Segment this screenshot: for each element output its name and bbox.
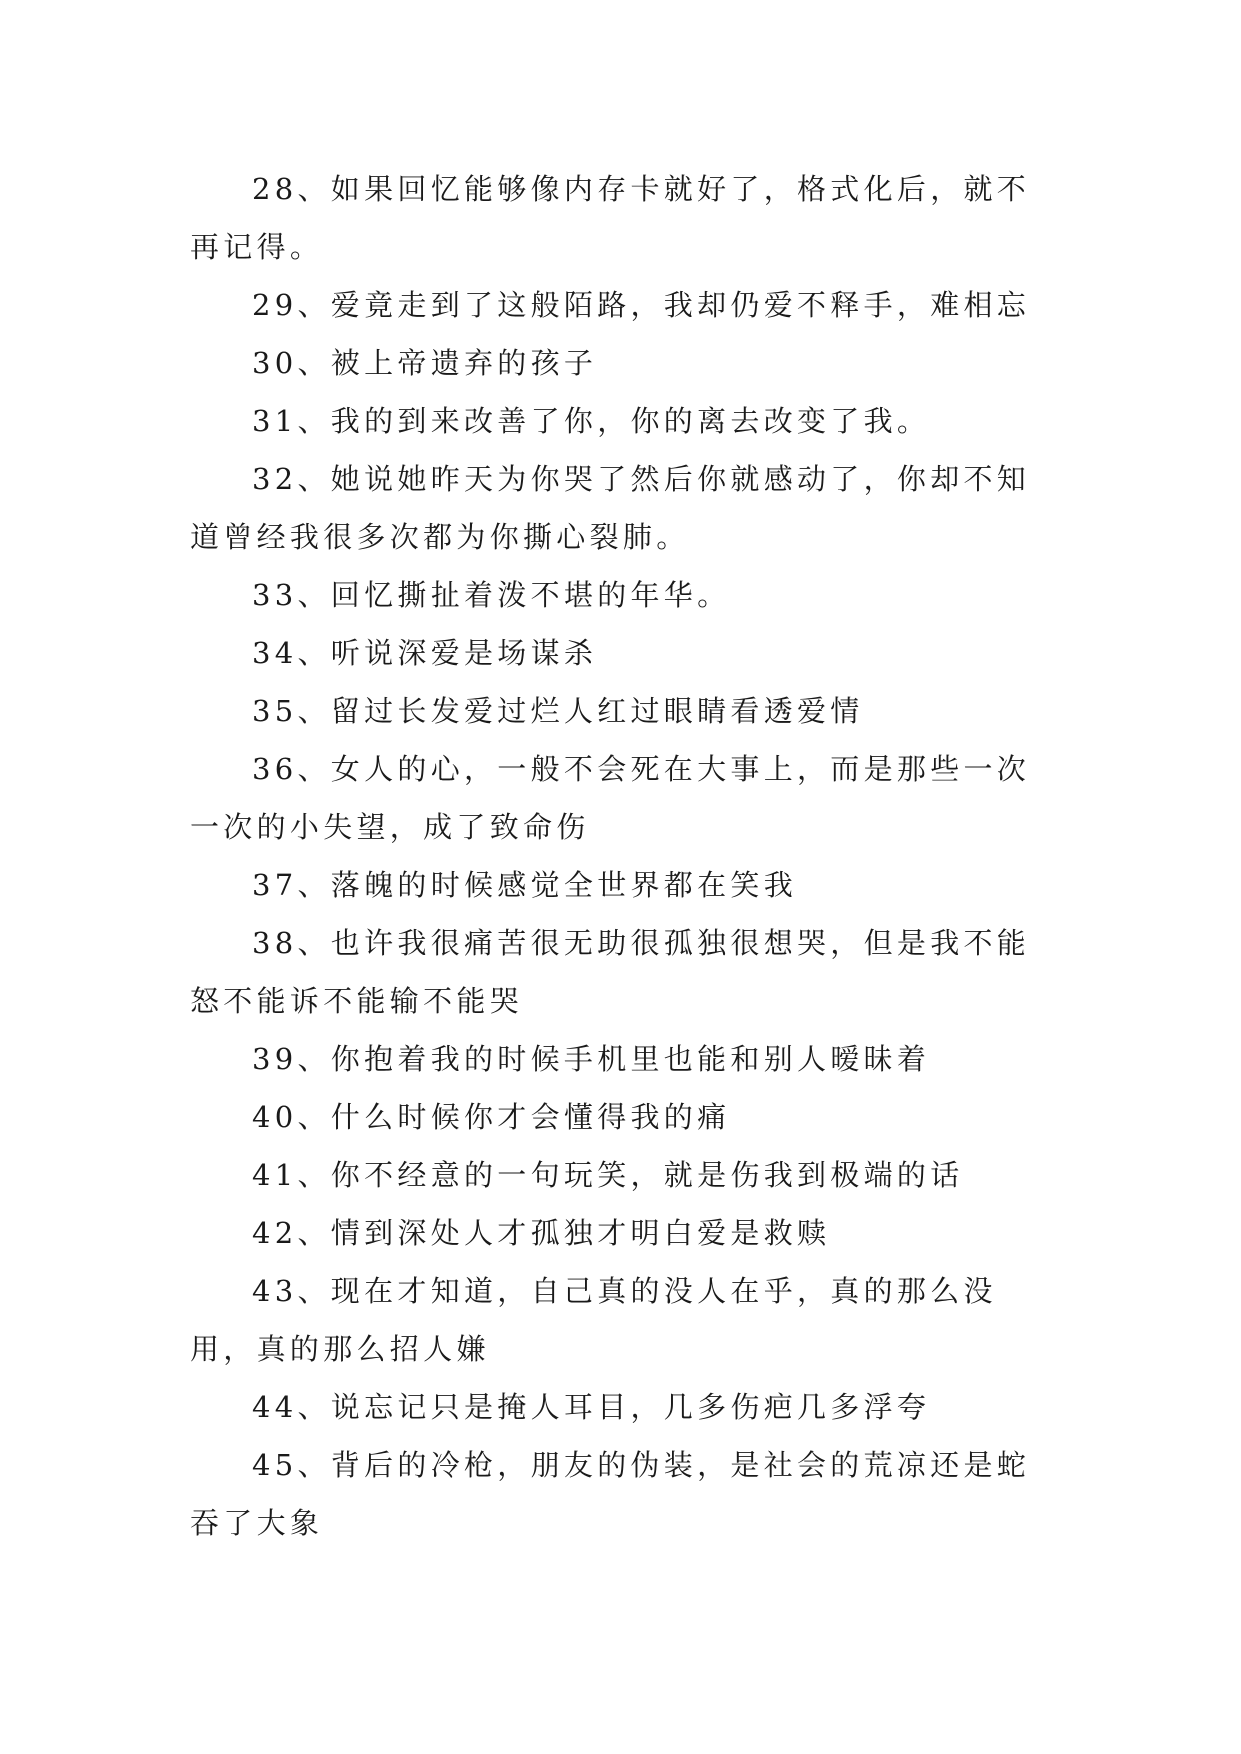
paragraph-31: 31、我的到来改善了你，你的离去改变了我。 xyxy=(252,404,931,438)
document-body xyxy=(190,160,1060,1552)
paragraph-41: 41、你不经意的一句玩笑，就是伤我到极端的话 xyxy=(252,1158,964,1192)
paragraph-32: 32、她说她昨天为你哭了然后你就感动了，你却不知道曾经我很多次都为你撕心裂肺。 xyxy=(190,462,1031,554)
paragraph-28: 28、如果回忆能够像内存卡就好了，格式化后，就不再记得。 xyxy=(190,172,1031,264)
paragraph-42: 42、情到深处人才孤独才明白爱是救赎 xyxy=(252,1216,831,1250)
paragraph-40: 40、什么时候你才会懂得我的痛 xyxy=(252,1100,731,1134)
paragraph-44: 44、说忘记只是掩人耳目，几多伤疤几多浮夸 xyxy=(252,1390,931,1424)
paragraph-36: 36、女人的心，一般不会死在大事上，而是那些一次一次的小失望，成了致命伤 xyxy=(190,752,1031,844)
paragraph-34: 34、听说深爱是场谋杀 xyxy=(252,636,598,670)
paragraph-43: 43、现在才知道，自己真的没人在乎，真的那么没用，真的那么招人嫌 xyxy=(190,1274,997,1366)
paragraph-35: 35、留过长发爱过烂人红过眼睛看透爱情 xyxy=(252,694,864,728)
paragraph-29: 29、爱竟走到了这般陌路，我却仍爱不释手，难相忘 xyxy=(252,288,1031,322)
paragraph-38: 38、也许我很痛苦很无助很孤独很想哭，但是我不能怒不能诉不能输不能哭 xyxy=(190,926,1031,1018)
paragraph-37: 37、落魄的时候感觉全世界都在笑我 xyxy=(252,868,798,902)
paragraph-39: 39、你抱着我的时候手机里也能和别人暧昧着 xyxy=(252,1042,931,1076)
paragraph-30: 30、被上帝遗弃的孩子 xyxy=(252,346,598,380)
paragraph-45: 45、背后的冷枪，朋友的伪装，是社会的荒凉还是蛇吞了大象 xyxy=(190,1448,1031,1540)
paragraph-33: 33、回忆撕扯着泼不堪的年华。 xyxy=(252,578,731,612)
